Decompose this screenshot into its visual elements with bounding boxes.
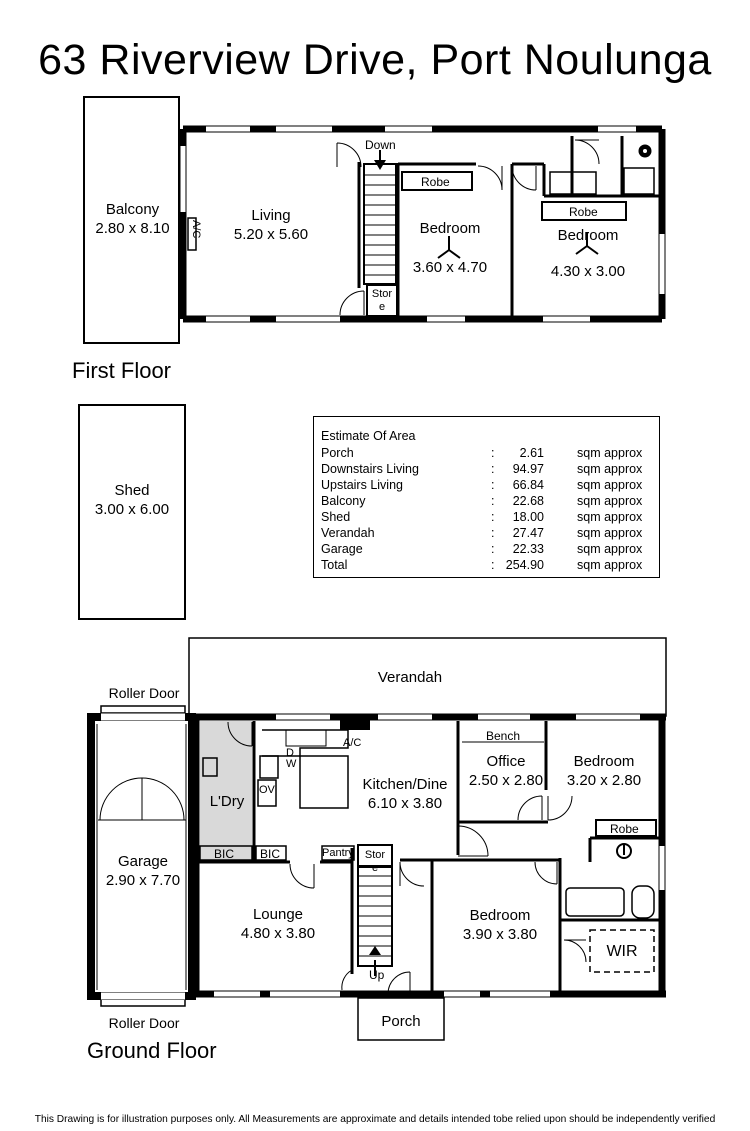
room-bedroom-upstairs-2-dims: 4.30 x 3.00 [550,263,626,280]
room-living-upstairs [216,206,326,244]
room-balcony-dims: 2.80 x 8.10 [95,220,170,237]
bic-label-2: BIC [260,847,281,861]
room-bedroom-1-dims: 3.20 x 2.80 [566,772,642,789]
area-row-name: Shed [321,510,351,524]
area-row: Verandah : 27.47 sqm approx [321,526,643,540]
room-bedroom-downstairs-2 [446,906,554,944]
room-garage-name: Garage [117,853,169,870]
room-kitchen-dine [354,775,456,813]
room-lounge-dims: 4.80 x 3.80 [240,925,316,942]
area-row-name: Balcony [321,494,366,508]
store-label-downstairs: Store [364,849,386,874]
area-row: Upstairs Living : 66.84 sqm approx [321,478,643,492]
area-row-unit: sqm approx [577,558,643,572]
room-shed-dims: 3.00 x 6.00 [94,501,170,518]
area-row-value: 66.84 [512,478,544,492]
area-estimate-table [313,416,660,578]
area-estimate-heading: Estimate Of Area [321,429,416,443]
area-row-unit: sqm approx [577,446,643,460]
area-row-unit: sqm approx [577,494,643,508]
area-row-name: Porch [321,446,354,460]
area-row-value: 27.47 [512,526,544,540]
room-laundry: L'Dry [209,793,245,810]
page-title: 63 Riverview Drive, Port Noulunga [38,36,712,84]
first-floor-label: First Floor [72,358,171,383]
dishwasher-label: D W [286,747,297,770]
area-row-name: Upstairs Living [321,478,403,492]
area-row-name: Verandah [321,526,375,540]
area-row-name: Downstairs Living [321,462,419,476]
room-bedroom-upstairs-1-dims: 3.60 x 4.70 [412,259,488,276]
area-row-name: Total [321,558,348,572]
store-label-upstairs: Store [371,288,393,313]
room-shed [80,481,184,519]
area-row-value: 18.00 [512,510,544,524]
area-row-unit: sqm approx [577,462,643,476]
ground-floor-label: Ground Floor [87,1038,217,1063]
stairs-up-label: Up [369,968,385,982]
room-bedroom-downstairs-1 [552,752,656,790]
room-garage-dims: 2.90 x 7.70 [105,872,181,889]
room-bedroom-1-name: Bedroom [573,753,635,770]
area-row-unit: sqm approx [577,526,643,540]
stairs-down-label: Down [365,138,396,152]
ac-label-upstairs: A/C [190,220,202,239]
area-row-unit: sqm approx [577,510,643,524]
roller-door-bottom-label: Roller Door [108,1015,180,1031]
pantry-label: Pantry [322,847,354,859]
room-porch: Porch [381,1013,421,1030]
room-bedroom-2-dims: 3.90 x 3.80 [462,926,538,943]
robe-label-2: Robe [569,205,598,219]
room-kitchen-dims: 6.10 x 3.80 [367,795,443,812]
area-row: Balcony : 22.68 sqm approx [321,494,643,508]
room-office [460,752,552,790]
robe-label-downstairs: Robe [610,822,639,836]
room-garage [96,852,190,890]
bench-label: Bench [486,729,521,743]
robe-label-1: Robe [421,175,450,189]
room-kitchen-name: Kitchen/Dine [362,776,448,793]
room-bedroom-upstairs-2-name: Bedroom [557,227,619,244]
room-lounge [228,905,328,943]
area-row-name: Garage [321,542,363,556]
oven-label: OV [259,784,275,796]
area-row: Shed : 18.00 sqm approx [321,510,643,524]
room-balcony [90,200,175,238]
area-row-total: Total : 254.90 sqm approx [321,558,643,572]
room-wir: WIR [606,943,638,960]
roller-door-top-label: Roller Door [108,685,180,701]
room-living-name: Living [251,207,291,224]
ac-label-downstairs: A/C [343,737,362,749]
room-office-dims: 2.50 x 2.80 [468,772,544,789]
room-balcony-name: Balcony [105,201,160,218]
room-shed-name: Shed [114,482,150,499]
area-row-unit: sqm approx [577,478,643,492]
room-living-dims: 5.20 x 5.60 [233,226,309,243]
room-verandah: Verandah [377,669,443,686]
area-row-value: 94.97 [512,462,544,476]
room-lounge-name: Lounge [252,906,304,923]
area-row-unit: sqm approx [577,542,643,556]
area-row-value: 22.68 [512,494,544,508]
bic-label-1: BIC [214,847,235,861]
area-row-value: 2.61 [519,446,544,460]
area-row: Porch : 2.61 sqm approx [321,446,643,460]
room-bedroom-2-name: Bedroom [469,907,531,924]
area-row: Garage : 22.33 sqm approx [321,542,643,556]
area-row-value: 254.90 [505,558,544,572]
area-row-value: 22.33 [512,542,544,556]
room-office-name: Office [486,753,526,770]
disclaimer-footer: This Drawing is for illustration purposes only. All Measurements are approximate and details intended tobe relied upon should be independently verified [34,1114,716,1125]
area-row: Downstairs Living : 94.97 sqm approx [321,462,643,476]
room-bedroom-upstairs-1-name: Bedroom [419,220,481,237]
